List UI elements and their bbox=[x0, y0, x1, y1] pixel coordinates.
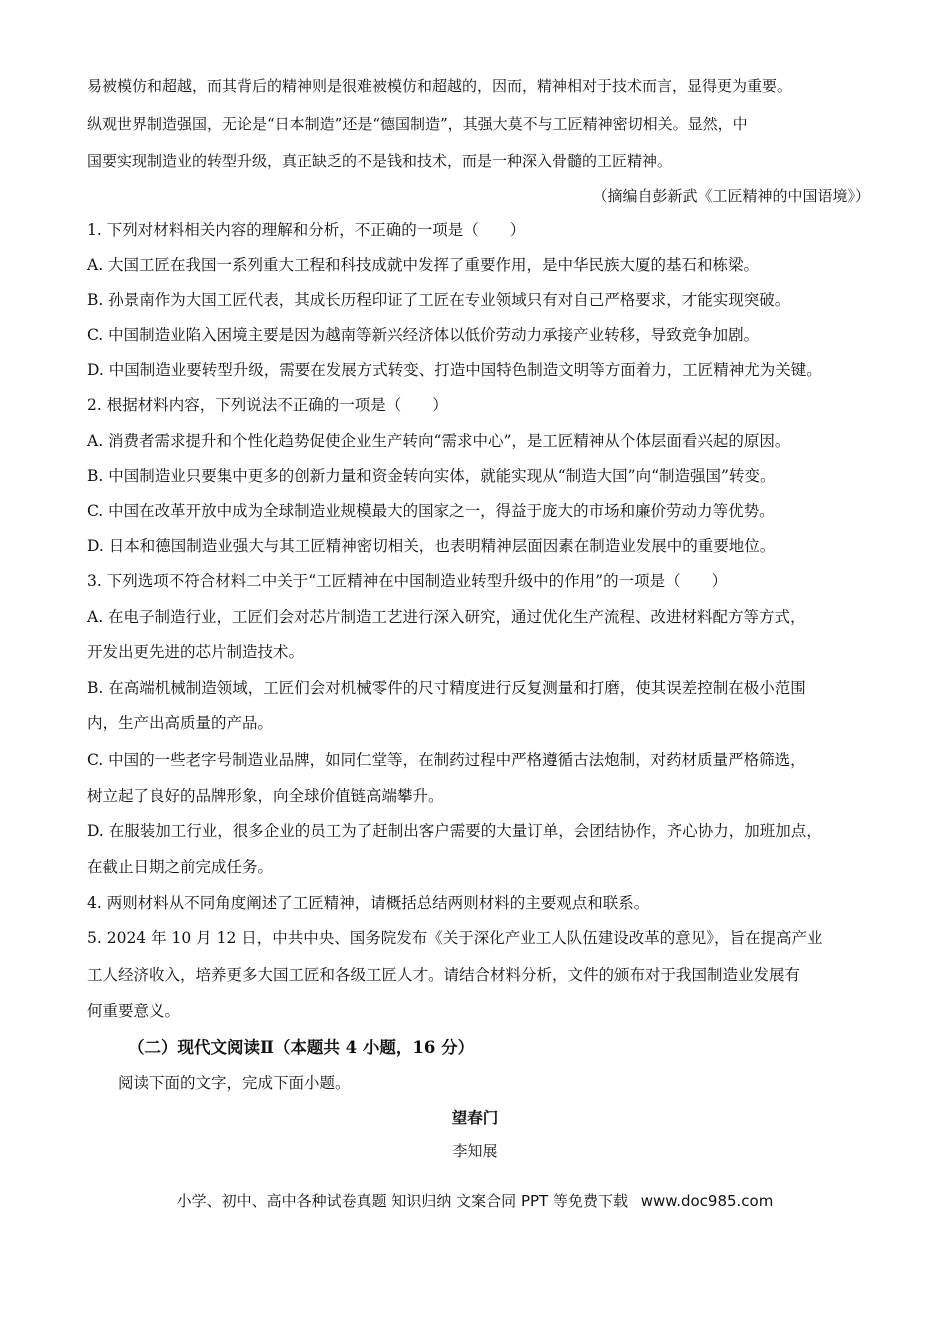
question-3-option-a-line-1: A. 在电子制造行业，工匠们会对芯片制造工艺进行深入研究，通过优化生产流程、改进材料配方等方式， bbox=[87, 608, 806, 626]
question-1-option-b: B. 孙景南作为大国工匠代表，其成长历程印证了工匠在专业领域只有对自己严格要求，才能实现突破。 bbox=[87, 291, 791, 309]
question-2-option-d: D. 日本和德国制造业强大与其工匠精神密切相关，也表明精神层面因素在制造业发展中的重要地位。 bbox=[87, 537, 776, 555]
question-1-stem: 1. 下列对材料相关内容的理解和分析，不正确的一项是（ ） bbox=[87, 221, 526, 239]
question-3-stem: 3. 下列选项不符合材料二中关于“工匠精神在中国制造业转型升级中的作用”的一项是（ ） bbox=[87, 572, 728, 590]
question-3-option-d-line-2: 在截止日期之前完成任务。 bbox=[87, 858, 274, 876]
question-2-option-c: C. 中国在改革开放中成为全球制造业规模最大的国家之一，得益于庞大的市场和廉价劳动力等优势。 bbox=[87, 502, 775, 520]
question-3-option-b-line-2: 内，生产出高质量的产品。 bbox=[87, 714, 274, 732]
page-footer bbox=[0, 1190, 950, 1212]
question-2-option-b: B. 中国制造业只要集中更多的创新力量和资金转向实体，就能实现从“制造大国”向“制造强国”转变。 bbox=[87, 467, 776, 485]
story-author: 李知展 bbox=[452, 1142, 498, 1160]
question-1-option-a: A. 大国工匠在我国一系列重大工程和科技成就中发挥了重要作用，是中华民族大厦的基石和栋梁。 bbox=[87, 256, 760, 274]
question-1-option-d: D. 中国制造业要转型升级，需要在发展方式转变、打造中国特色制造文明等方面着力，工匠精神尤为关键。 bbox=[87, 361, 822, 379]
passage-line-3: 国要实现制造业的转型升级，真正缺乏的不是钱和技术，而是一种深入骨髓的工匠精神。 bbox=[87, 152, 673, 170]
question-3-option-a-line-2: 开发出更先进的芯片制造技术。 bbox=[87, 643, 305, 661]
story-title: 望春门 bbox=[451, 1108, 499, 1127]
question-5-line-3: 何重要意义。 bbox=[87, 1002, 181, 1020]
question-5-line-2: 工人经济收入，培养更多大国工匠和各级工匠人才。请结合材料分析，文件的颁布对于我国制造业发展有 bbox=[87, 966, 801, 984]
question-4: 4. 两则材料从不同角度阐述了工匠精神，请概括总结两则材料的主要观点和联系。 bbox=[87, 894, 650, 912]
section-instruction: 阅读下面的文字，完成下面小题。 bbox=[118, 1074, 351, 1092]
question-3-option-c-line-2: 树立起了良好的品牌形象，向全球价值链高端攀升。 bbox=[87, 787, 444, 805]
passage-line-2: 纵观世界制造强国，无论是“日本制造”还是“德国制造”，其强大莫不与工匠精神密切相关。显然，中 bbox=[87, 115, 748, 133]
passage-line-1: 易被模仿和超越，而其背后的精神则是很难被模仿和超越的，因而，精神相对于技术而言，显得更为重要。 bbox=[87, 77, 793, 95]
footer-url[interactable]: www.doc985.com bbox=[640, 1192, 774, 1210]
passage-source: （摘编自彭新武《工匠精神的中国语境》） bbox=[592, 187, 870, 205]
question-5-line-1: 5. 2024 年 10 月 12 日，中共中央、国务院发布《关于深化产业工人队伍建设改革的意见》，旨在提高产业 bbox=[87, 929, 823, 947]
footer-text: 小学、初中、高中各种试卷真题 知识归纳 文案合同 PPT 等免费下载 bbox=[176, 1192, 628, 1210]
question-2-option-a: A. 消费者需求提升和个性化趋势促使企业生产转向“需求中心”，是工匠精神从个体层面看兴起的原因。 bbox=[87, 432, 791, 450]
question-3-option-d-line-1: D. 在服装加工行业，很多企业的员工为了赶制出客户需要的大量订单，会团结协作，齐心协力，加班加点， bbox=[87, 822, 822, 840]
question-2-stem: 2. 根据材料内容，下列说法不正确的一项是（ ） bbox=[87, 396, 448, 414]
section-heading: （二）现代文阅读Ⅱ（本题共 4 小题，16 分） bbox=[128, 1038, 475, 1057]
question-1-option-c: C. 中国制造业陷入困境主要是因为越南等新兴经济体以低价劳动力承接产业转移，导致竞争加剧。 bbox=[87, 326, 760, 344]
question-3-option-b-line-1: B. 在高端机械制造领域，工匠们会对机械零件的尺寸精度进行反复测量和打磨，使其误差控制在极小范围 bbox=[87, 679, 806, 697]
question-3-option-c-line-1: C. 中国的一些老字号制造业品牌，如同仁堂等，在制药过程中严格遵循古法炮制，对药材质量严格筛选， bbox=[87, 751, 806, 769]
